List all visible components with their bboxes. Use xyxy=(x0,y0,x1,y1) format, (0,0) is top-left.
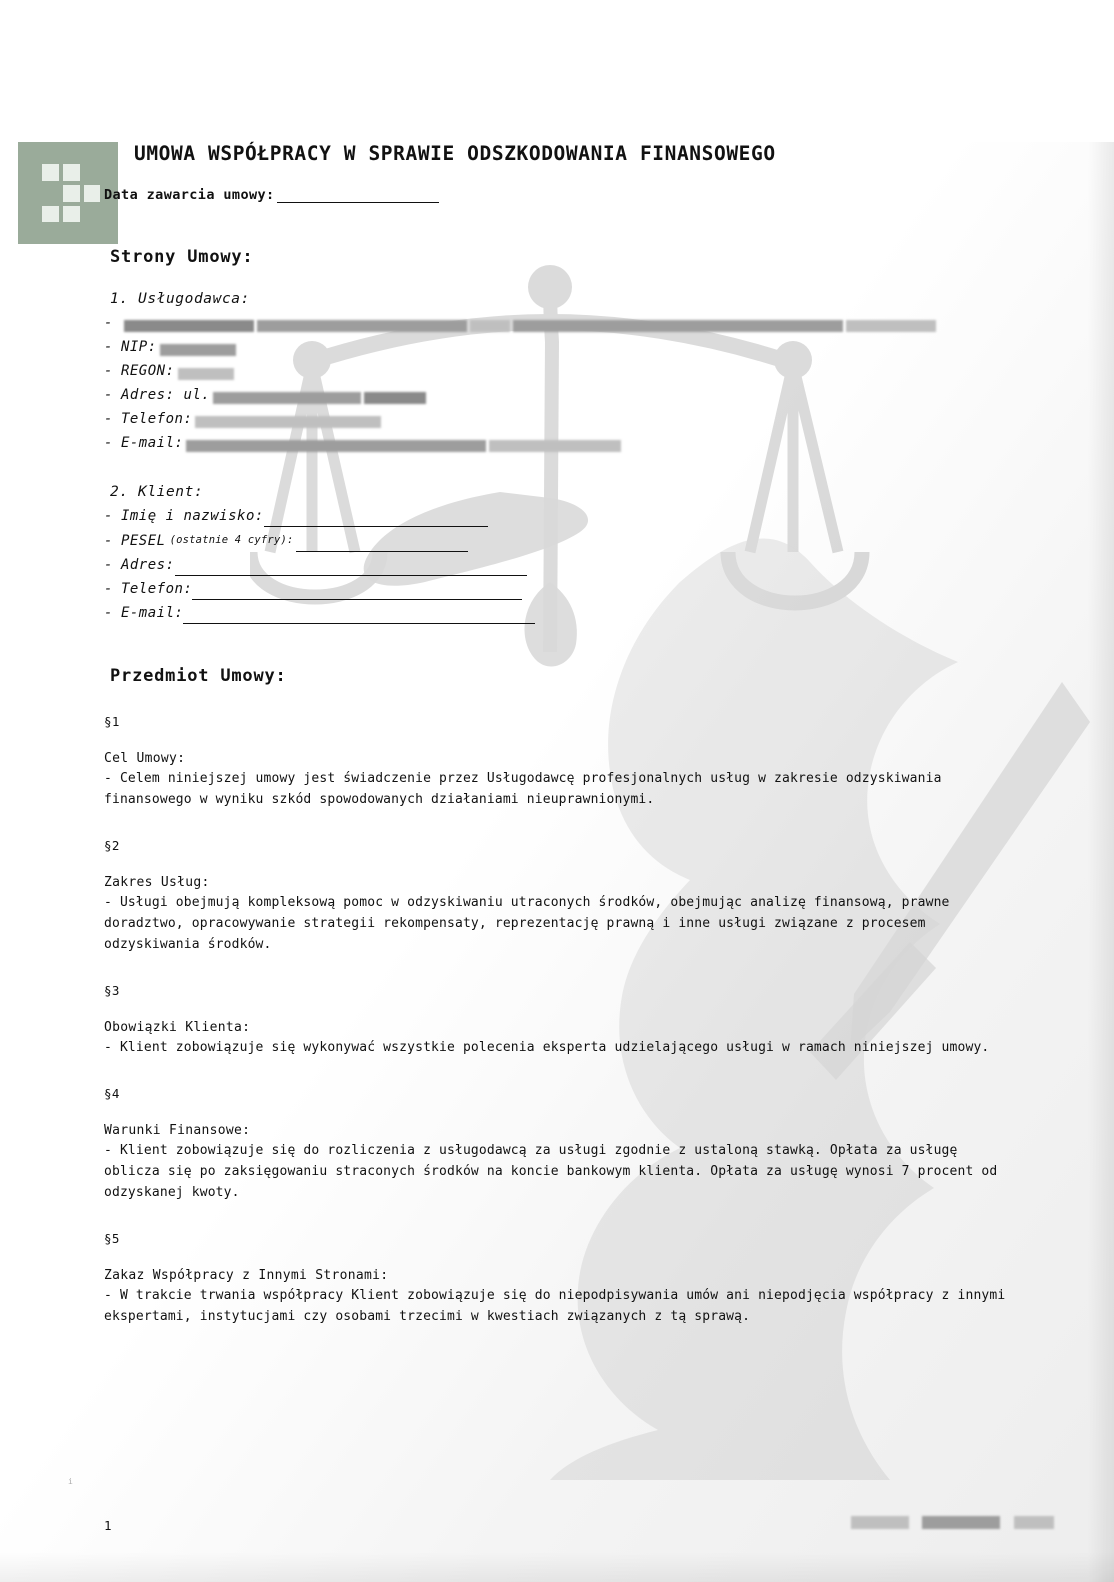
client-pesel-input[interactable] xyxy=(296,538,468,552)
clause-heading-5: Zakaz Współpracy z Innymi Stronami: xyxy=(104,1268,389,1283)
clause-number-2: §2 xyxy=(104,838,120,853)
client-phone-label: Telefon: xyxy=(120,581,193,597)
redaction-bar xyxy=(160,344,236,356)
clause-body-1: - Celem niniejszej umowy jest świadczenie przez Usługodawcę profesjonalnych usług w zakresie odzyskiwania finansowego w wyniku szkód spowodowanych działaniami nieuprawnionymi. xyxy=(104,771,942,807)
redaction-bar xyxy=(470,320,510,332)
clause-number-5: §5 xyxy=(104,1231,120,1246)
provider-phone-label: Telefon: xyxy=(120,411,193,427)
client-pesel-label: PESEL xyxy=(120,533,166,549)
client-email-input[interactable] xyxy=(183,610,535,624)
clause-body-3: - Klient zobowiązuje się wykonywać wszystkie polecenia eksperta udzielającego usługi w ramach niniejszej umowy. xyxy=(104,1040,990,1055)
contract-date-label: Data zawarcia umowy: xyxy=(104,187,275,203)
redaction-bar xyxy=(178,368,234,380)
redaction-bar xyxy=(195,416,381,428)
redaction-bar xyxy=(186,440,486,452)
redaction-bar xyxy=(846,320,936,332)
provider-regon-row: - REGON: xyxy=(104,361,1054,382)
clause-number-3: §3 xyxy=(104,983,120,998)
client-name-input[interactable] xyxy=(264,513,488,527)
client-name-row: - Imię i nazwisko: xyxy=(104,506,1054,527)
parties-heading: Strony Umowy: xyxy=(110,247,254,267)
client-address-row: - Adres: xyxy=(104,555,1054,576)
redaction-bar xyxy=(1014,1516,1054,1529)
clause-heading-2: Zakres Usług: xyxy=(104,875,210,890)
redaction-bar xyxy=(489,440,621,452)
redaction-bar xyxy=(513,320,843,332)
redaction-bar xyxy=(922,1516,1000,1529)
provider-address-label: Adres: ul. xyxy=(120,387,211,403)
provider-email-label: E-mail: xyxy=(120,435,184,451)
page-title: UMOWA WSPÓŁPRACY W SPRAWIE ODSZKODOWANIA FINANSOWEGO xyxy=(134,142,776,165)
redaction-bar xyxy=(213,392,361,404)
clause-heading-3: Obowiązki Klienta: xyxy=(104,1020,251,1035)
redaction-bar xyxy=(257,320,467,332)
provider-nip-row: - NIP: xyxy=(104,337,1054,358)
client-pesel-note: (ostatnie 4 cyfry): xyxy=(169,534,294,546)
client-phone-row: - Telefon: xyxy=(104,579,1054,600)
page-number: 1 xyxy=(104,1517,112,1533)
client-email-label: E-mail: xyxy=(120,605,184,621)
provider-nip-label: NIP: xyxy=(120,339,157,355)
redaction-bar xyxy=(364,392,426,404)
client-pesel-row: - PESEL (ostatnie 4 cyfry): xyxy=(104,530,1054,552)
margin-mark: i xyxy=(68,1477,73,1486)
party-provider-title: 1. Usługodawca: xyxy=(110,291,250,307)
document-body xyxy=(0,142,1114,1327)
provider-regon-label: REGON: xyxy=(120,363,175,379)
contract-date-row xyxy=(104,187,1054,203)
page-footer xyxy=(104,1516,1054,1534)
clause-number-1: §1 xyxy=(104,714,120,729)
client-address-label: Adres: xyxy=(120,557,175,573)
party-client-title: 2. Klient: xyxy=(110,484,204,500)
clause-body-4: - Klient zobowiązuje się do rozliczenia z usługodawcą za usługi zgodnie z ustaloną stawką. Opłata za usługę oblicza się po zaksięgowaniu straconych środków na koncie bankowym klienta. Opłata za usługę wynosi 7 procent od odzyskanej kwoty. xyxy=(104,1143,998,1200)
clause-body-2: - Usługi obejmują kompleksową pomoc w odzyskiwaniu utraconych środków, obejmując analizę finansową, prawne doradztwo, opracowywanie strategii rekompensaty, reprezentację prawną i inne usługi związane z procesem odzyskiwania środków. xyxy=(104,895,950,952)
clause-number-4: §4 xyxy=(104,1086,120,1101)
contract-date-input[interactable] xyxy=(277,189,439,203)
redaction-bar xyxy=(124,320,254,332)
client-name-label: Imię i nazwisko: xyxy=(120,508,264,524)
redaction-bar xyxy=(851,1516,909,1529)
client-phone-input[interactable] xyxy=(192,586,522,600)
clause-heading-1: Cel Umowy: xyxy=(104,751,186,766)
clause-body-5: - W trakcie trwania współpracy Klient zobowiązuje się do niepodpisywania umów ani niepodjęcia współpracy z innymi ekspertami, instytucjami czy osobami trzecimi w kwestiach związanych z tą sprawą. xyxy=(104,1288,1006,1324)
subject-heading: Przedmiot Umowy: xyxy=(110,666,287,686)
footer-redaction xyxy=(845,1516,1054,1534)
provider-address-row: - Adres: ul. xyxy=(104,385,1054,406)
clause-heading-4: Warunki Finansowe: xyxy=(104,1123,251,1138)
provider-email-row: - E-mail: xyxy=(104,433,1054,454)
provider-phone-row: - Telefon: xyxy=(104,409,1054,430)
client-address-input[interactable] xyxy=(175,562,527,576)
provider-name-row: - xyxy=(104,313,1054,334)
client-email-row: - E-mail: xyxy=(104,603,1054,624)
